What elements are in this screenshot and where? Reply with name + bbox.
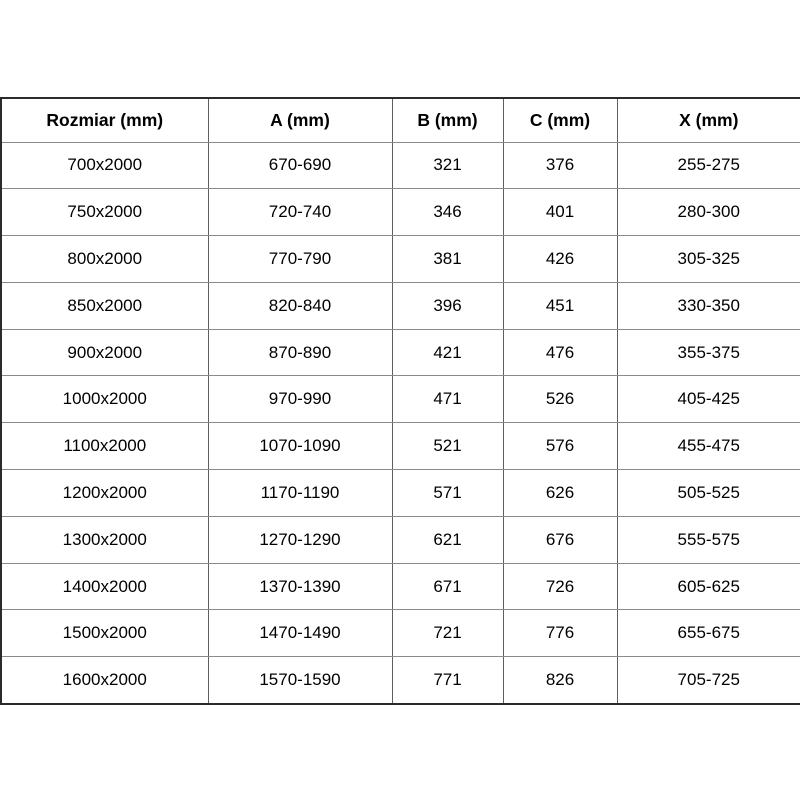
- table-cell-x: 505-525: [617, 470, 800, 517]
- table-cell-b: 396: [392, 282, 503, 329]
- table-cell-rozmiar: 1300x2000: [1, 516, 208, 563]
- header-row: [1, 98, 800, 142]
- table-row: [1, 376, 800, 423]
- table-cell-c: 776: [503, 610, 617, 657]
- size-spec-table: [0, 97, 800, 705]
- table-cell-x: 455-475: [617, 423, 800, 470]
- table-cell-c: 401: [503, 189, 617, 236]
- table-cell-c: 376: [503, 142, 617, 189]
- table-row: [1, 423, 800, 470]
- table-cell-b: 621: [392, 516, 503, 563]
- table-cell-a: 1070-1090: [208, 423, 392, 470]
- table-cell-x: 405-425: [617, 376, 800, 423]
- table-cell-x: 655-675: [617, 610, 800, 657]
- table-row: [1, 563, 800, 610]
- table-cell-b: 346: [392, 189, 503, 236]
- table-cell-c: 626: [503, 470, 617, 517]
- table-cell-b: 571: [392, 470, 503, 517]
- table-cell-a: 870-890: [208, 329, 392, 376]
- table-cell-c: 576: [503, 423, 617, 470]
- table-cell-rozmiar: 700x2000: [1, 142, 208, 189]
- table-cell-x: 280-300: [617, 189, 800, 236]
- table-row: [1, 142, 800, 189]
- table-cell-c: 676: [503, 516, 617, 563]
- header-cell-x: X (mm): [617, 98, 800, 142]
- header-cell-a: A (mm): [208, 98, 392, 142]
- table-cell-a: 1170-1190: [208, 470, 392, 517]
- table-cell-x: 705-725: [617, 657, 800, 704]
- table-cell-a: 1470-1490: [208, 610, 392, 657]
- table-cell-c: 726: [503, 563, 617, 610]
- table-row: [1, 516, 800, 563]
- table-cell-b: 721: [392, 610, 503, 657]
- table-cell-b: 521: [392, 423, 503, 470]
- table-cell-a: 770-790: [208, 236, 392, 283]
- table-cell-rozmiar: 900x2000: [1, 329, 208, 376]
- table-cell-rozmiar: 1600x2000: [1, 657, 208, 704]
- table-cell-rozmiar: 1100x2000: [1, 423, 208, 470]
- table-row: [1, 610, 800, 657]
- table-cell-c: 526: [503, 376, 617, 423]
- table-cell-a: 1370-1390: [208, 563, 392, 610]
- table-cell-a: 970-990: [208, 376, 392, 423]
- table-cell-c: 826: [503, 657, 617, 704]
- table-row: [1, 470, 800, 517]
- header-cell-c: C (mm): [503, 98, 617, 142]
- table-cell-rozmiar: 1500x2000: [1, 610, 208, 657]
- table-cell-x: 605-625: [617, 563, 800, 610]
- table-cell-b: 421: [392, 329, 503, 376]
- table-cell-b: 771: [392, 657, 503, 704]
- table-cell-rozmiar: 800x2000: [1, 236, 208, 283]
- table-cell-c: 451: [503, 282, 617, 329]
- table-cell-a: 720-740: [208, 189, 392, 236]
- table-cell-c: 476: [503, 329, 617, 376]
- table-cell-a: 1570-1590: [208, 657, 392, 704]
- table-cell-x: 255-275: [617, 142, 800, 189]
- table-row: [1, 329, 800, 376]
- table-cell-b: 671: [392, 563, 503, 610]
- table-row: [1, 189, 800, 236]
- table-cell-a: 1270-1290: [208, 516, 392, 563]
- table-row: [1, 236, 800, 283]
- table-cell-b: 381: [392, 236, 503, 283]
- header-cell-rozmiar: Rozmiar (mm): [1, 98, 208, 142]
- table-cell-x: 555-575: [617, 516, 800, 563]
- table-cell-a: 820-840: [208, 282, 392, 329]
- header-cell-b: B (mm): [392, 98, 503, 142]
- table-cell-x: 355-375: [617, 329, 800, 376]
- table-cell-rozmiar: 1000x2000: [1, 376, 208, 423]
- table-cell-c: 426: [503, 236, 617, 283]
- table-cell-x: 305-325: [617, 236, 800, 283]
- table-cell-x: 330-350: [617, 282, 800, 329]
- table-cell-b: 471: [392, 376, 503, 423]
- table-cell-b: 321: [392, 142, 503, 189]
- table-cell-rozmiar: 750x2000: [1, 189, 208, 236]
- table-row: [1, 282, 800, 329]
- table-cell-rozmiar: 1200x2000: [1, 470, 208, 517]
- table-row: [1, 657, 800, 704]
- table-cell-rozmiar: 1400x2000: [1, 563, 208, 610]
- table-cell-a: 670-690: [208, 142, 392, 189]
- table-cell-rozmiar: 850x2000: [1, 282, 208, 329]
